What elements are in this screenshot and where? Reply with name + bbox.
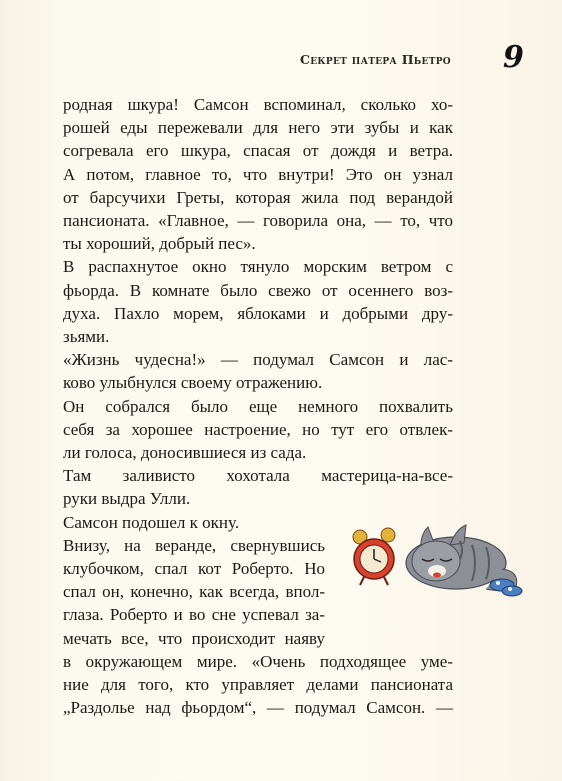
text-line: А потом, главное то, что внутри! Это он узнал (63, 164, 453, 184)
text-line: клубочком, спал кот Роберто. Но (63, 559, 325, 579)
running-title: Секрет патера Пьетро (300, 52, 451, 67)
text-line: ние для того, кто управляет делами пансионата (63, 675, 453, 695)
text-line: родная шкура! Самсон вспоминал, сколько хо- (63, 95, 453, 114)
text-line: фьорда. В комнате было свежо от осеннего воз- (63, 280, 453, 300)
text-line: спал он, конечно, как всегда, впол- (63, 582, 325, 602)
text-line: пансионата. «Главное, — говорила она, — то, что (63, 211, 453, 231)
text-line: ково улыбнулся своему отражению. (63, 373, 323, 393)
text-line: рошей еды пережевали для него эти зубы и как (63, 118, 453, 138)
text-line: духа. Пахло морем, яблоками и добрыми дру- (63, 303, 453, 323)
text-line: «Жизнь чудесна!» — подумал Самсон и лас- (63, 350, 453, 370)
text-line: ли голоса, доносившиеся из сада. (63, 443, 307, 463)
text-line: „Раздолье над фьордом“, — подумал Самсон. — (63, 698, 453, 718)
text-line: В распахнутое окно тянуло морским ветром с (63, 257, 453, 277)
text-line: в окружающем мире. «Очень подходящее уме- (63, 651, 453, 671)
text-line: Внизу, на веранде, свернувшись (63, 535, 325, 555)
sleeping-cat-illustration (352, 515, 524, 597)
text-line: глаза. Роберто и во сне успевал за- (63, 605, 325, 625)
alarm-clock-icon (353, 528, 395, 585)
text-line: Он собрался было еще немного похвалить (63, 396, 453, 416)
text-line: себя за хорошее настроение, но тут его отвлек- (63, 419, 453, 439)
text-line: согревала его шкура, спасая от дождя и ветра. (63, 141, 453, 161)
text-line: руки выдра Улли. (63, 489, 191, 509)
text-line: Самсон подошел к окну. (63, 512, 240, 532)
text-line: Там заливисто хохотала мастерица-на-все- (63, 466, 453, 486)
text-line: зьями. (63, 327, 110, 347)
page-number: 9 (503, 40, 524, 75)
text-line: мечать все, что происходит наяву (63, 628, 325, 648)
text-line: от барсучихи Греты, которая жила под верандой (63, 187, 453, 207)
body-text (63, 93, 453, 719)
text-line: ты хороший, добрый пес». (63, 234, 256, 254)
